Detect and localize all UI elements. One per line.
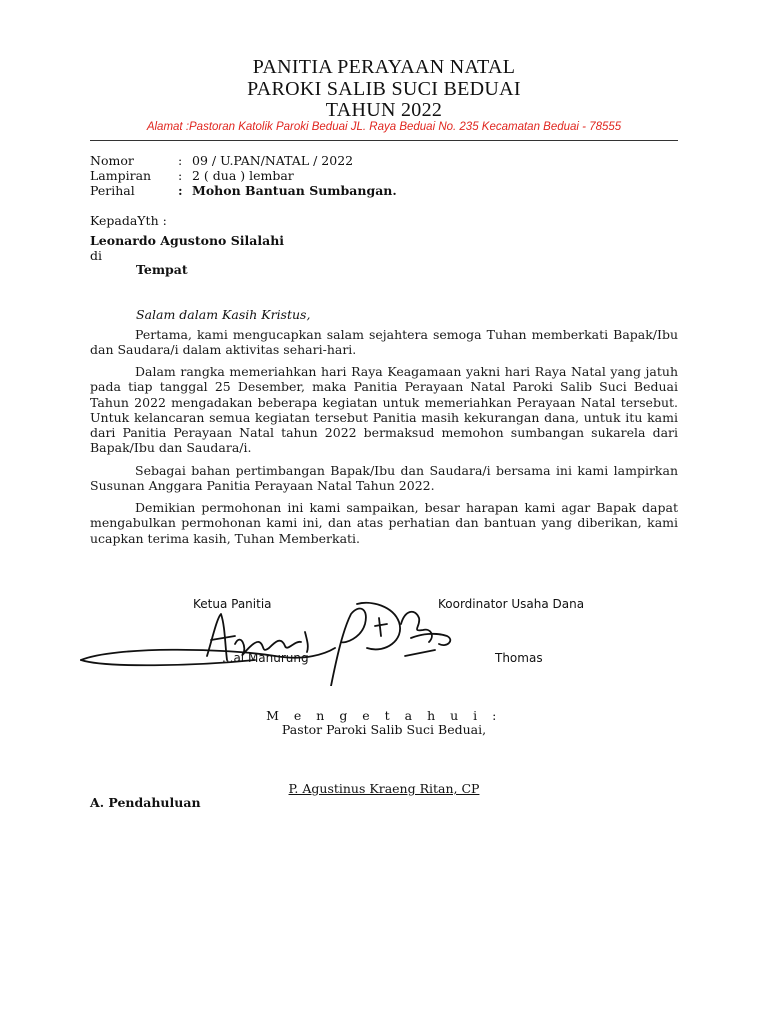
acknowledge-name: P. Agustinus Kraeng Ritan, CP: [288, 781, 480, 796]
meta-colon: :: [178, 153, 183, 168]
paragraph-3: Sebagai bahan pertimbangan Bapak/Ibu dan Saudara/i bersama ini kami lampirkan Susunan Anggara Panitia Perayaan Natal Tahun 2022.: [90, 463, 678, 494]
acknowledge-label: M e n g e t a h u i :: [266, 708, 502, 723]
header-address: Alamat :Pastoran Katolik Paroki Beduai JL. Raya Beduai No. 235 Kecamatan Beduai - 78555: [146, 121, 622, 133]
header-title-line2: PAROKI SALIB SUCI BEDUAI: [247, 78, 521, 100]
salutation: Salam dalam Kasih Kristus,: [136, 307, 311, 322]
signer-right-title: Koordinator Usaha Dana: [438, 597, 585, 611]
header-title-line1: PANITIA PERAYAAN NATAL: [252, 56, 516, 78]
meta-label-nomor: Nomor: [90, 153, 134, 168]
paragraph-2: Dalam rangka memeriahkan hari Raya Keagamaan yakni hari Raya Natal yang jatuh pada tiap tanggal 25 Desember, maka Panitia Perayaan Natal Paroki Salib Suci Beduai Tahun 2022 mengadakan beberapa kegiatan untuk memeriahkan Perayaan Natal tersebut. Untuk kelancaran semua kegiatan tersebut Panitia masih kekurangan dana, untuk itu kami dari Panitia Perayaan Natal tahun 2022 bermaksud memohon sumbangan sukarela dari Bapak/Ibu dan Saudara/i.: [90, 364, 678, 456]
signer-left-title: Ketua Panitia: [193, 597, 272, 611]
recipient-name: Leonardo Agustono Silalahi: [90, 233, 285, 248]
paragraph-4: Demikian permohonan ini kami sampaikan, besar harapan kami agar Bapak dapat mengabulkan permohonan kami ini, dan atas perhatian dan bantuan yang diberikan, kami ucapkan terima kasih, Tuhan Memberkati.: [90, 500, 678, 546]
recipient-di: di: [90, 248, 102, 263]
meta-colon: :: [178, 168, 183, 183]
meta-colon: :: [178, 183, 183, 198]
meta-value-nomor: 09 / U.PAN/NATAL / 2022: [192, 153, 354, 168]
meta-label-lampiran: Lampiran: [90, 168, 152, 183]
header-divider: [90, 140, 678, 141]
paragraph-1: Pertama, kami mengucapkan salam sejahtera semoga Tuhan memberkati Bapak/Ibu dan Saudara/i dalam aktivitas sehari-hari.: [90, 327, 678, 358]
meta-value-lampiran: 2 ( dua ) lembar: [192, 168, 294, 183]
section-heading: A. Pendahuluan: [90, 795, 201, 810]
signer-left-name: ...ai Manurung: [222, 651, 309, 665]
handwritten-signatures: [75, 596, 475, 686]
signer-right-name: Thomas: [495, 651, 543, 665]
recipient-tempat: Tempat: [136, 262, 188, 277]
meta-value-perihal: Mohon Bantuan Sumbangan.: [192, 183, 397, 198]
meta-label-perihal: Perihal: [90, 183, 135, 198]
recipient-kepada: KepadaYth :: [90, 213, 167, 228]
header-title-line3: TAHUN 2022: [325, 99, 443, 121]
acknowledge-role: Pastor Paroki Salib Suci Beduai,: [281, 722, 487, 737]
